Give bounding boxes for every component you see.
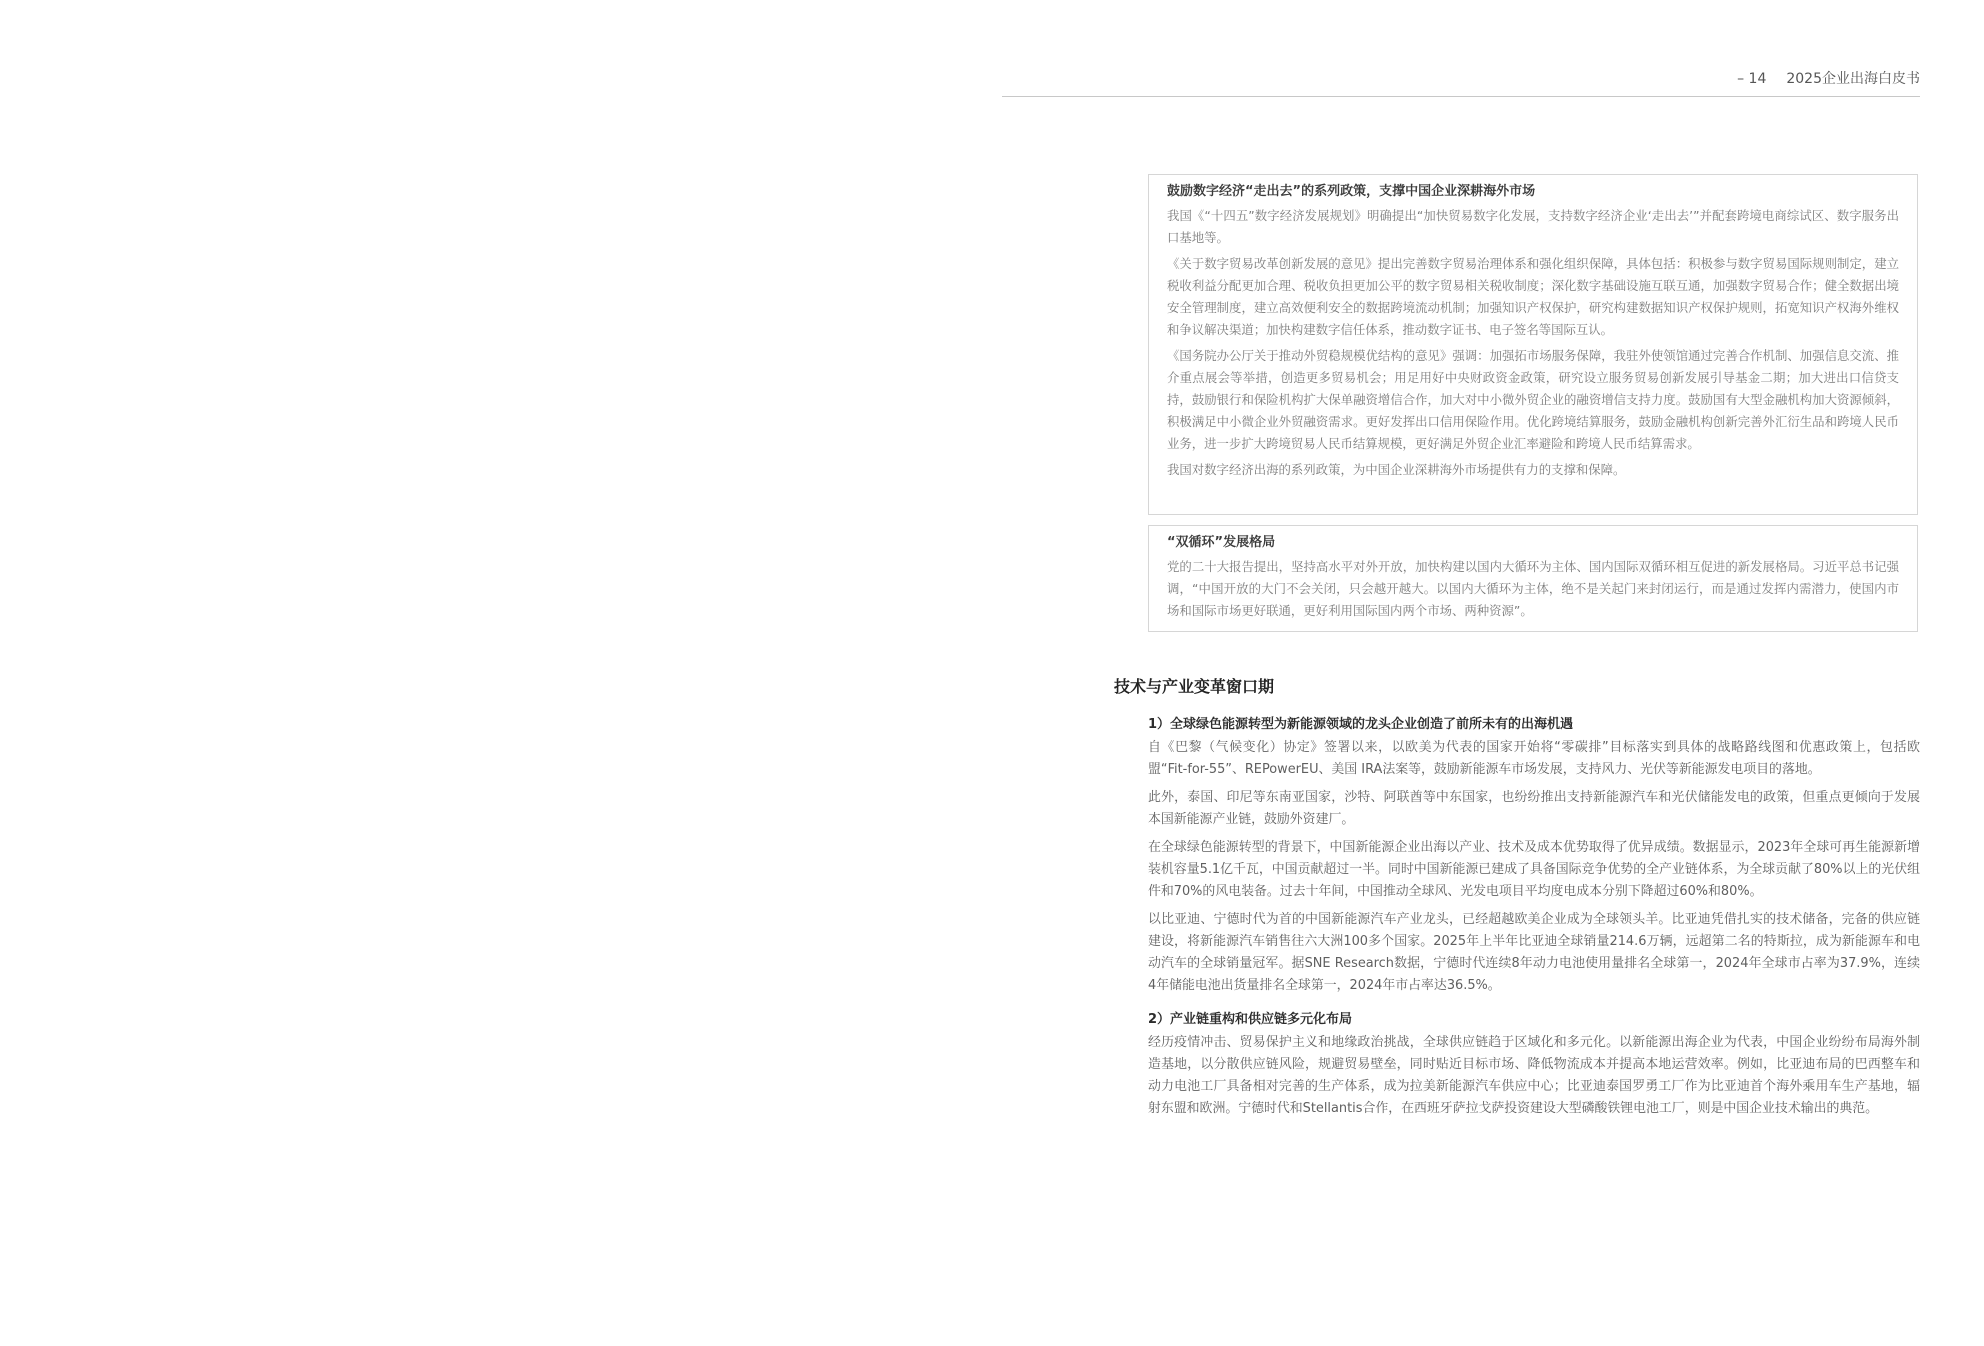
subsection-paragraph: 此外，泰国、印尼等东南亚国家，沙特、阿联酋等中东国家，也纷纷推出支持新能源汽车和光伏储能发电的政策，但重点更倾向于发展本国新能源产业链，鼓励外资建厂。 bbox=[1148, 790, 1920, 827]
policy-box-title: 鼓励数字经济“走出去”的系列政策，支撑中国企业深耕海外市场 bbox=[1167, 184, 1536, 199]
policy-box bbox=[1148, 174, 1918, 515]
tech-industry-section bbox=[1114, 676, 1920, 1126]
subsection-green-energy bbox=[1148, 716, 1920, 1120]
subsection-paragraph: 经历疫情冲击、贸易保护主义和地缘政治挑战，全球供应链趋于区域化和多元化。以新能源出海企业为代表，中国企业纷纷布局海外制造基地，以分散供应链风险，规避贸易壁垒，同时贴近目标市场、降低物流成本并提高本地运营效率。例如，比亚迪布局的巴西整车和动力电池工厂具备相对完善的生产体系，成为拉美新能源汽车供应中心；比亚迪泰国罗勇工厂作为比亚迪首个海外乘用车生产基地，辐射东盟和欧洲。宁德时代和Stellantis合作，在西班牙萨拉戈萨投资建设大型磷酸铁锂电池工厂，则是中国企业技术输出的典范。 bbox=[1148, 1035, 1920, 1116]
spacer bbox=[1148, 1003, 1920, 1011]
header-text bbox=[1737, 68, 1920, 88]
policy-paragraph: 我国《“十四五”数字经济发展规划》明确提出“加快贸易数字化发展，支持数字经济企业‘走出去’”并配套跨境电商综试区、数字服务出口基地等。 bbox=[1167, 208, 1899, 245]
policy-paragraph: 《关于数字贸易改革创新发展的意见》提出完善数字贸易治理体系和强化组织保障，具体包括：积极参与数字贸易国际规则制定，建立税收利益分配更加合理、税收负担更加公平的数字贸易相关税收制度；深化数字基础设施互联互通，加强数字贸易合作；健全数据出境安全管理制度，建立高效便利安全的数据跨境流动机制；加强知识产权保护，研究构建数据知识产权保护规则，拓宽知识产权海外维权和争议解决渠道；加快构建数字信任体系，推动数字证书、电子签名等国际互认。 bbox=[1167, 256, 1899, 337]
subsection-paragraph: 在全球绿色能源转型的背景下，中国新能源企业出海以产业、技术及成本优势取得了优异成绩。数据显示，2023年全球可再生能源新增装机容量5.1亿千瓦，中国贡献超过一半。同时中国新能源已建成了具备国际竞争优势的全产业链体系，为全球贡献了80%以上的光伏组件和70%的风电装备。过去十年间，中国推动全球风、光发电项目平均度电成本分别下降超过60%和80%。 bbox=[1148, 840, 1920, 899]
dual-circulation-title: “双循环”发展格局 bbox=[1167, 535, 1276, 550]
subsection-paragraph: 以比亚迪、宁德时代为首的中国新能源汽车产业龙头，已经超越欧美企业成为全球领头羊。比亚迪凭借扎实的技术储备，完备的供应链建设，将新能源汽车销售往六大洲100多个国家。2025年上半年比亚迪全球销量214.6万辆，远超第二名的特斯拉，成为新能源车和电动汽车的全球销量冠军。据SNE Research数据，宁德时代连续8年动力电池使用量排名全球第一，2024年全球市占率为37.9%，连续4年储能电池出货量排名全球第一，2024年市占率达36.5%。 bbox=[1148, 912, 1920, 993]
document-title: 2025企业出海白皮书 bbox=[1786, 71, 1920, 87]
dual-circulation-box bbox=[1148, 525, 1918, 632]
policy-paragraph: 我国对数字经济出海的系列政策，为中国企业深耕海外市场提供有力的支撑和保障。 bbox=[1167, 462, 1626, 477]
section-title: 技术与产业变革窗口期 bbox=[1114, 677, 1275, 696]
subsection-title: 2）产业链重构和供应链多元化布局 bbox=[1148, 1012, 1353, 1027]
subsection-title: 1）全球绿色能源转型为新能源领域的龙头企业创造了前所未有的出海机遇 bbox=[1148, 717, 1574, 732]
subsection-paragraph: 自《巴黎（气候变化）协定》签署以来，以欧美为代表的国家开始将“零碳排”目标落实到具体的战略路线图和优惠政策上，包括欧盟“Fit-for-55”、REPowerEU、美国 IRA法案等，鼓励新能源车市场发展，支持风力、光伏等新能源发电项目的落地。 bbox=[1148, 740, 1920, 777]
policy-paragraph: 《国务院办公厅关于推动外贸稳规模优结构的意见》强调：加强拓市场服务保障，我驻外使领馆通过完善合作机制、加强信息交流、推介重点展会等举措，创造更多贸易机会；用足用好中央财政资金政策，研究设立服务贸易创新发展引导基金二期；加大进出口信贷支持，鼓励银行和保险机构扩大保单融资增信合作，加大对中小微外贸企业的融资增信支持力度。鼓励国有大型金融机构加大资源倾斜，积极满足中小微企业外贸融资需求。更好发挥出口信用保险作用。优化跨境结算服务，鼓励金融机构创新完善外汇衍生品和跨境人民币业务，进一步扩大跨境贸易人民币结算规模，更好满足外贸企业汇率避险和跨境人民币结算需求。 bbox=[1167, 348, 1899, 451]
page-number: – 14 bbox=[1737, 71, 1767, 87]
page-header bbox=[1002, 66, 1920, 97]
dual-circulation-paragraph: 党的二十大报告提出，坚持高水平对外开放，加快构建以国内大循环为主体、国内国际双循环相互促进的新发展格局。习近平总书记强调，“中国开放的大门不会关闭，只会越开越大。以国内大循环为主体，绝不是关起门来封闭运行，而是通过发挥内需潜力，使国内市场和国际市场更好联通，更好利用国际国内两个市场、两种资源”。 bbox=[1167, 559, 1899, 618]
